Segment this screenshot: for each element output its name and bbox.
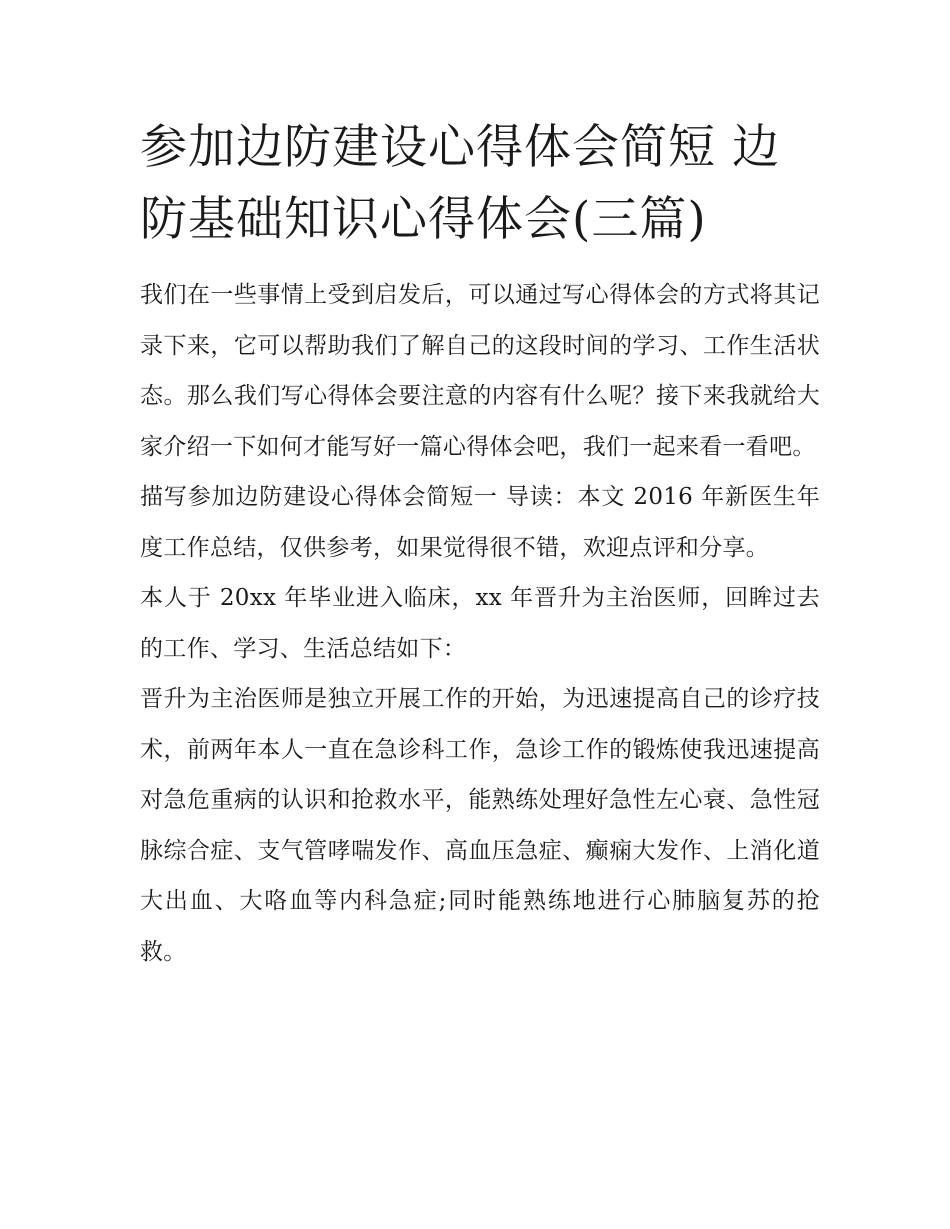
paragraph-intro: 我们在一些事情上受到启发后，可以通过写心得体会的方式将其记录下来，它可以帮助我们了解自己的这段时间的学习、工作生活状态。那么我们写心得体会要注意的内容有什么呢？接下来我就给大家介绍一下如何才能写好一篇心得体会吧，我们一起来看一看吧。: [140, 282, 820, 460]
paragraph-guide: 描写参加边防建设心得体会简短一 导读：本文 2016 年新医生年度工作总结，仅供参考，如果觉得很不错，欢迎点评和分享。: [140, 484, 820, 561]
document-title: 参加边防建设心得体会简短 边防基础知识心得体会(三篇): [140, 120, 780, 247]
paragraph-background: 本人于 20xx 年毕业进入临床，xx 年晋升为主治医师，回眸过去的工作、学习、生活总结如下：: [140, 585, 820, 662]
paragraph-work-experience: 晋升为主治医师是独立开展工作的开始，为迅速提高自己的诊疗技术，前两年本人一直在急诊科工作，急诊工作的锻炼使我迅速提高对急危重病的认识和抢救水平，能熟练处理好急性左心衰、急性冠脉综合症、支气管哮喘发作、高血压急症、癫痫大发作、上消化道大出血、大咯血等内科急症;同时能熟练地进行心肺脑复苏的抢救。: [140, 686, 820, 965]
document-page: [140, 112, 820, 977]
